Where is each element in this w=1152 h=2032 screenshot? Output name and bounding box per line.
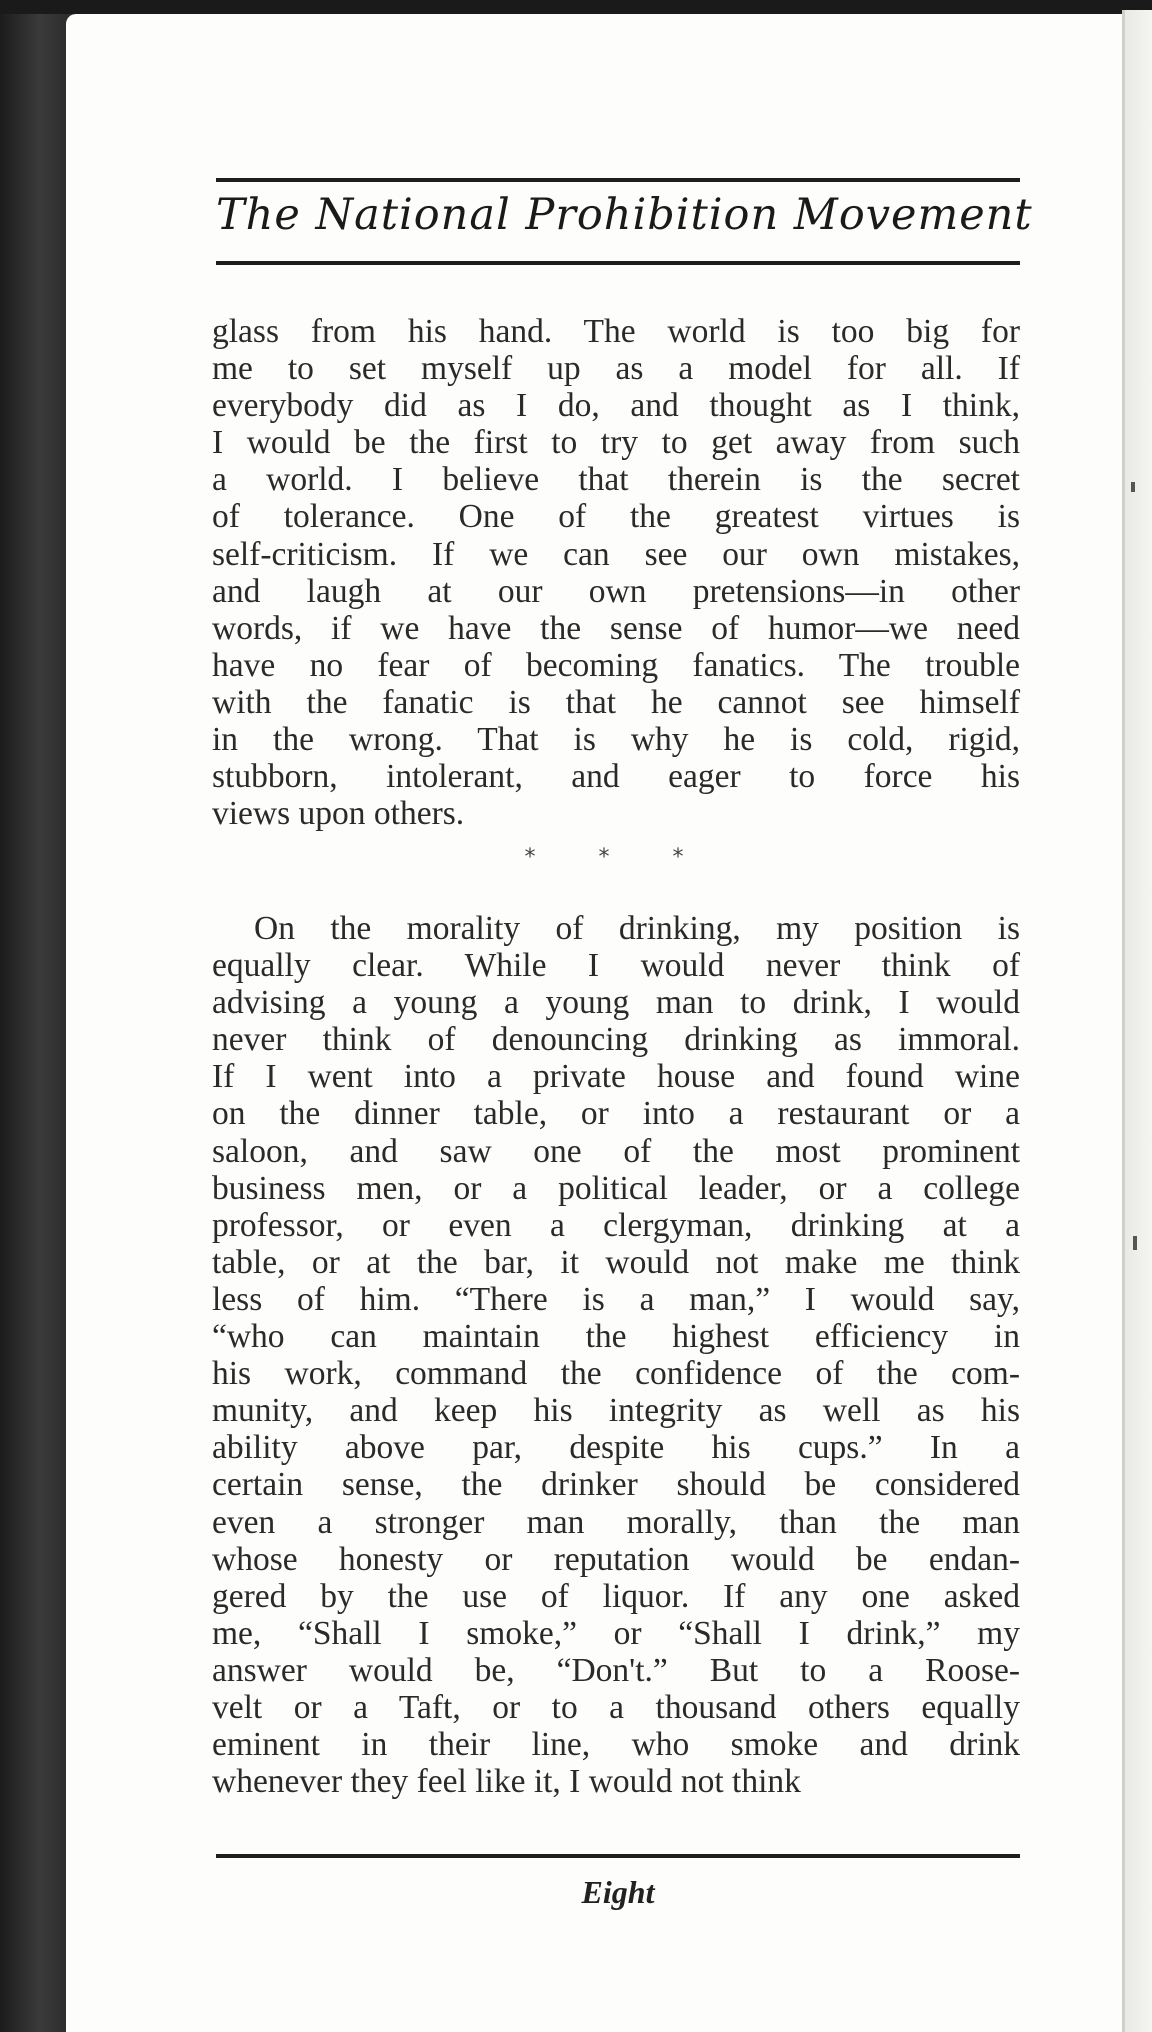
text-line: ability above par, despite his cups.” In a xyxy=(212,1429,1020,1467)
text-line: If I went into a private house and found wine xyxy=(212,1058,1020,1096)
header-top-rule xyxy=(216,178,1020,182)
text-line: whenever they feel like it, I would not think xyxy=(212,1763,801,1801)
paragraph-2 xyxy=(212,910,1020,1800)
text-line: advising a young a young man to drink, I would xyxy=(212,984,1020,1022)
text-line: words, if we have the sense of humor—we need xyxy=(212,609,1020,647)
paragraph-1 xyxy=(212,313,1020,832)
text-line: gered by the use of liquor. If any one asked xyxy=(212,1577,1020,1615)
text-line: velt or a Taft, or to a thousand others equally xyxy=(212,1688,1020,1726)
text-line: on the dinner table, or into a restaurant or a xyxy=(212,1095,1020,1133)
text-line: answer would be, “Don't.” But to a Roose- xyxy=(212,1651,1020,1689)
text-line: in the wrong. That is why he is cold, rigid, xyxy=(212,721,1020,759)
running-title: The National Prohibition Movement xyxy=(216,190,1033,240)
text-line: his work, command the confidence of the com- xyxy=(212,1355,1020,1393)
text-line: “who can maintain the highest efficiency in xyxy=(212,1318,1020,1356)
text-line: equally clear. While I would never think of xyxy=(212,947,1020,985)
adjacent-page-edge xyxy=(1122,10,1152,2032)
text-line: less of him. “There is a man,” I would say, xyxy=(212,1280,1020,1318)
header-bottom-rule xyxy=(216,261,1020,265)
text-line: eminent in their line, who smoke and drink xyxy=(212,1726,1020,1764)
text-line: me, “Shall I smoke,” or “Shall I drink,” my xyxy=(212,1614,1020,1652)
text-line: have no fear of becoming fanatics. The trouble xyxy=(212,646,1020,684)
text-line: saloon, and saw one of the most prominent xyxy=(212,1132,1020,1170)
text-line: with the fanatic is that he cannot see himself xyxy=(212,683,1020,721)
text-line: table, or at the bar, it would not make me think xyxy=(212,1243,1020,1281)
section-separator: * * * xyxy=(524,845,712,870)
scan-top-border xyxy=(0,0,1152,14)
page-number: Eight xyxy=(581,1874,655,1910)
margin-mark xyxy=(1133,1236,1137,1250)
text-line: and laugh at our own pretensions—in other xyxy=(212,572,1020,610)
text-line: of tolerance. One of the greatest virtues is xyxy=(212,498,1020,536)
text-line: professor, or even a clergyman, drinking at a xyxy=(212,1206,1020,1244)
footer-rule xyxy=(216,1854,1020,1858)
text-line: self-criticism. If we can see our own mistakes, xyxy=(212,535,1020,573)
text-line: a world. I believe that therein is the secret xyxy=(212,461,1020,499)
text-line: whose honesty or reputation would be endan- xyxy=(212,1540,1020,1578)
text-line: glass from his hand. The world is too big for xyxy=(212,313,1020,350)
margin-mark xyxy=(1131,482,1135,492)
text-line: me to set myself up as a model for all. If xyxy=(212,350,1020,388)
text-line: business men, or a political leader, or a college xyxy=(212,1169,1020,1207)
text-line: stubborn, intolerant, and eager to force his xyxy=(212,758,1020,796)
text-line: On the morality of drinking, my position is xyxy=(254,910,1020,947)
text-line: certain sense, the drinker should be considered xyxy=(212,1466,1020,1504)
text-line: views upon others. xyxy=(212,795,465,833)
text-line: never think of denouncing drinking as immoral. xyxy=(212,1021,1020,1059)
text-line: everybody did as I do, and thought as I think, xyxy=(212,387,1020,425)
text-line: even a stronger man morally, than the man xyxy=(212,1503,1020,1541)
text-line: I would be the first to try to get away from such xyxy=(212,424,1020,462)
text-line: munity, and keep his integrity as well as his xyxy=(212,1392,1020,1430)
